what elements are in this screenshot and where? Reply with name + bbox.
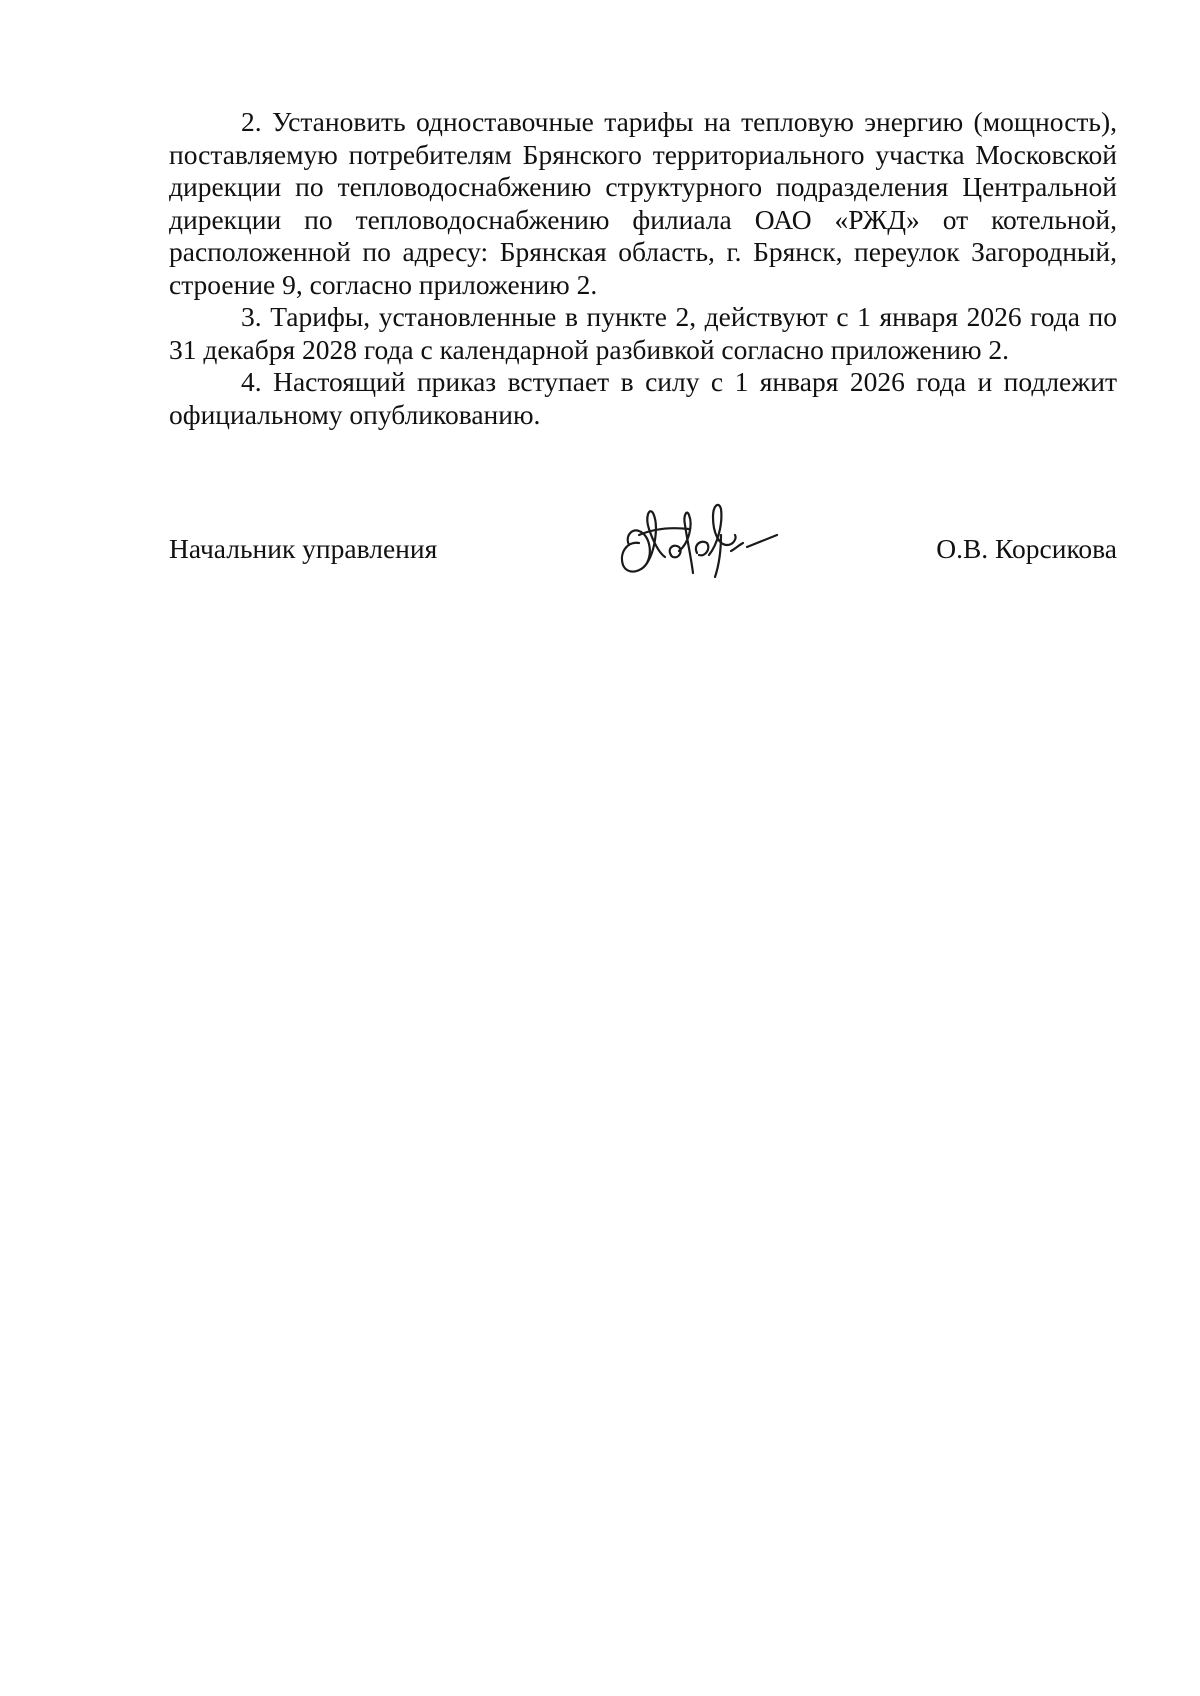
- handwritten-signature: [609, 495, 784, 580]
- paragraph-2: 2. Установить одноставочные тарифы на тепловую энергию (мощность), поставляемую потребителям Брянского территориального участка Московской дирекции по тепловодоснабжению структурного подразделения Центральной дирекции по тепловодоснабжению филиала ОАО «РЖД» от котельной, расположенной по адресу: Брянская область, г. Брянск, переулок Загородный, строение 9, согласно приложению 2.: [169, 106, 1117, 300]
- paragraph-4: 4. Настоящий приказ вступает в силу с 1 января 2026 года и подлежит официальному опубликованию.: [169, 366, 1117, 430]
- paragraph-3: 3. Тарифы, установленные в пункте 2, действуют с 1 января 2026 года по 31 декабря 2028 года с календарной разбивкой согласно приложению 2.: [169, 301, 1117, 365]
- signature-block: [169, 495, 1117, 585]
- signatory-position: Начальник управления: [169, 533, 438, 564]
- signatory-name: О.В. Корсикова: [936, 533, 1117, 564]
- document-body: [169, 106, 1117, 431]
